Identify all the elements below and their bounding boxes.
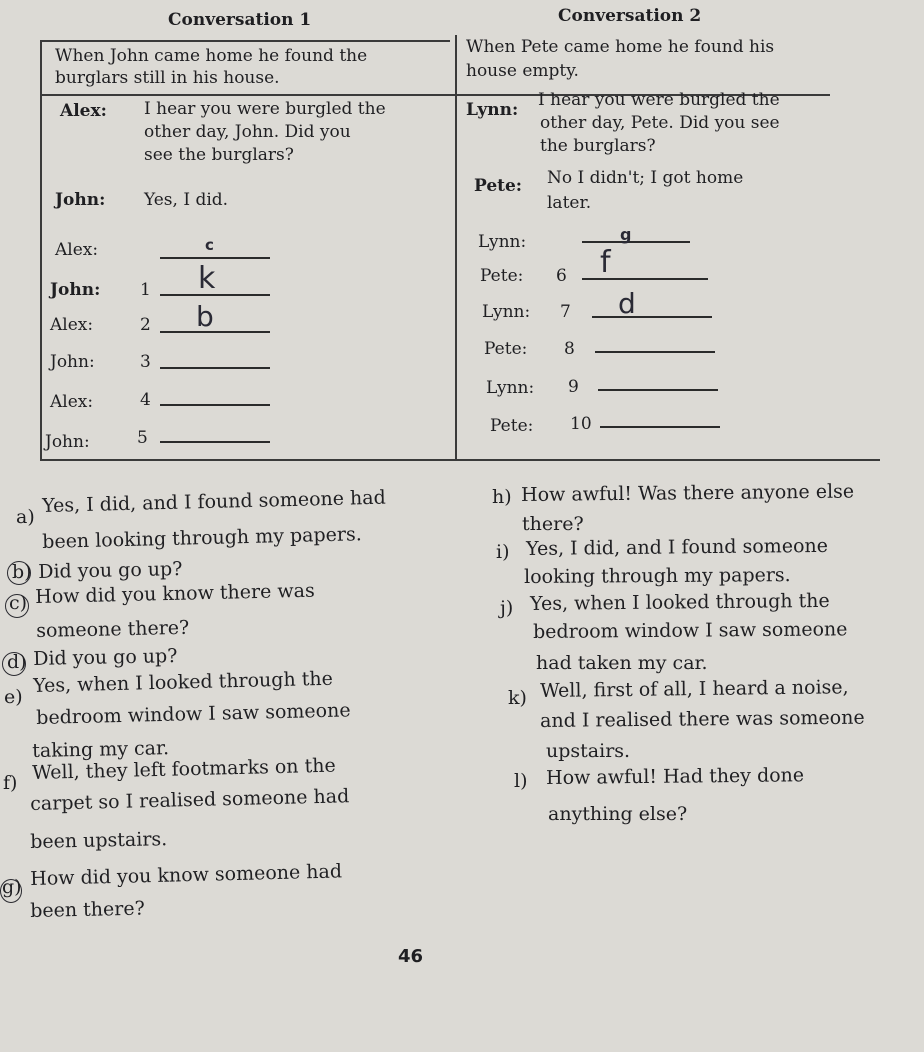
handwritten-answer: d: [618, 287, 636, 320]
answer-blank[interactable]: [595, 351, 715, 353]
blank-number: 7: [560, 302, 571, 322]
option-text: Yes, I did, and I found someone had: [42, 486, 387, 517]
speaker-label: John:: [50, 352, 95, 372]
dialogue-line: other day, John. Did you: [144, 122, 351, 142]
option-text: been upstairs.: [30, 828, 168, 853]
speaker-label: John:: [50, 280, 101, 300]
option-label: i): [496, 541, 510, 563]
option-label: e): [4, 686, 23, 708]
dialogue-line: later.: [547, 193, 592, 213]
conv-box-bottom: [40, 459, 880, 461]
conv-box-left-edge: [40, 40, 42, 460]
option-text: Yes, when I looked through the: [33, 667, 334, 697]
answer-blank[interactable]: [600, 426, 720, 428]
option-text: had taken my car.: [536, 652, 708, 674]
blank-number: 5: [137, 428, 148, 448]
answer-blank[interactable]: [582, 241, 690, 243]
option-text: carpet so I realised someone had: [30, 785, 350, 815]
speaker-label: Pete:: [480, 266, 524, 286]
dialogue-line: No I didn't; I got home: [547, 168, 744, 188]
speaker-label: Pete:: [474, 176, 523, 196]
option-text: Well, first of all, I heard a noise,: [540, 676, 849, 702]
option-text: upstairs.: [546, 740, 631, 762]
option-text: been looking through my papers.: [42, 523, 362, 553]
option-text: Did you go up?: [38, 557, 183, 583]
blank-number: 6: [556, 266, 567, 286]
speaker-label: Lynn:: [466, 100, 519, 120]
handwritten-answer: g: [620, 225, 632, 244]
speaker-label: John:: [55, 190, 106, 210]
speaker-label: Alex:: [50, 392, 94, 412]
answer-blank[interactable]: [592, 316, 712, 318]
conv1-intro-line1: When John came home he found the: [55, 46, 368, 66]
blank-number: 4: [140, 390, 151, 410]
dialogue-line: other day, Pete. Did you see: [540, 113, 780, 133]
answer-blank[interactable]: [160, 441, 270, 443]
dialogue-line: see the burglars?: [144, 145, 294, 165]
option-text: How awful! Had they done: [546, 764, 805, 789]
option-text: there?: [522, 513, 584, 535]
handwritten-answer: f: [600, 245, 611, 280]
option-label: g): [2, 876, 22, 898]
answer-blank[interactable]: [598, 389, 718, 391]
option-label: f): [3, 772, 18, 794]
speaker-label: Lynn:: [478, 232, 527, 252]
speaker-label: Alex:: [55, 240, 99, 260]
dialogue-line: Yes, I did.: [144, 190, 229, 210]
conv2-intro-line2: house empty.: [466, 61, 579, 81]
blank-number: 10: [570, 414, 592, 434]
handwritten-answer: b: [196, 300, 214, 333]
option-text: taking my car.: [32, 737, 170, 762]
option-text: Yes, when I looked through the: [530, 589, 830, 615]
page-number: 46: [398, 946, 424, 967]
blank-number: 3: [140, 352, 151, 372]
option-label: a): [16, 506, 35, 528]
option-text: How did you know there was: [35, 579, 315, 608]
option-text: bedroom window I saw someone: [36, 699, 351, 729]
speaker-label: Lynn:: [482, 302, 531, 322]
handwritten-answer: c: [205, 236, 214, 254]
conv2-intro-line1: When Pete came home he found his: [466, 37, 775, 57]
answer-blank[interactable]: [160, 404, 270, 406]
option-text: How did you know someone had: [30, 860, 343, 890]
speaker-label: Alex:: [50, 315, 94, 335]
speaker-label: Pete:: [484, 339, 528, 359]
option-text: anything else?: [548, 803, 688, 825]
blank-number: 9: [568, 377, 579, 397]
blank-number: 1: [140, 280, 151, 300]
blank-number: 8: [564, 339, 575, 359]
conv1-title: Conversation 1: [168, 10, 312, 30]
option-label: j): [500, 597, 514, 619]
option-label: h): [492, 486, 512, 508]
answer-blank[interactable]: [160, 331, 270, 333]
option-text: Did you go up?: [33, 644, 178, 670]
dialogue-line: the burglars?: [540, 136, 656, 156]
speaker-label: Alex:: [60, 101, 107, 121]
conv2-title: Conversation 2: [558, 6, 702, 26]
blank-number: 2: [140, 315, 151, 335]
option-text: looking through my papers.: [524, 564, 791, 588]
option-text: been there?: [30, 897, 145, 922]
answer-blank[interactable]: [160, 367, 270, 369]
option-text: and I realised there was someone: [540, 706, 865, 732]
option-label: d): [7, 651, 27, 673]
speaker-label: Pete:: [490, 416, 534, 436]
conv1-top-rule: [40, 40, 450, 42]
option-label: l): [514, 770, 528, 792]
conv1-intro-line2: burglars still in his house.: [55, 68, 280, 88]
option-label: b): [12, 561, 32, 583]
dialogue-line: I hear you were burgled the: [144, 99, 386, 119]
dialogue-line: I hear you were burgled the: [538, 90, 780, 110]
option-label: k): [508, 687, 527, 709]
conv-box-center-divider: [455, 35, 457, 460]
option-text: How awful! Was there anyone else: [521, 480, 855, 506]
option-label: c): [9, 592, 28, 614]
speaker-label: John:: [45, 432, 90, 452]
option-text: bedroom window I saw someone: [533, 618, 848, 643]
answer-blank[interactable]: [160, 257, 270, 259]
option-text: someone there?: [36, 616, 190, 642]
handwritten-answer: k: [198, 261, 216, 296]
option-text: Yes, I did, and I found someone: [526, 534, 829, 560]
speaker-label: Lynn:: [486, 378, 535, 398]
option-text: Well, they left footmarks on the: [32, 754, 336, 784]
